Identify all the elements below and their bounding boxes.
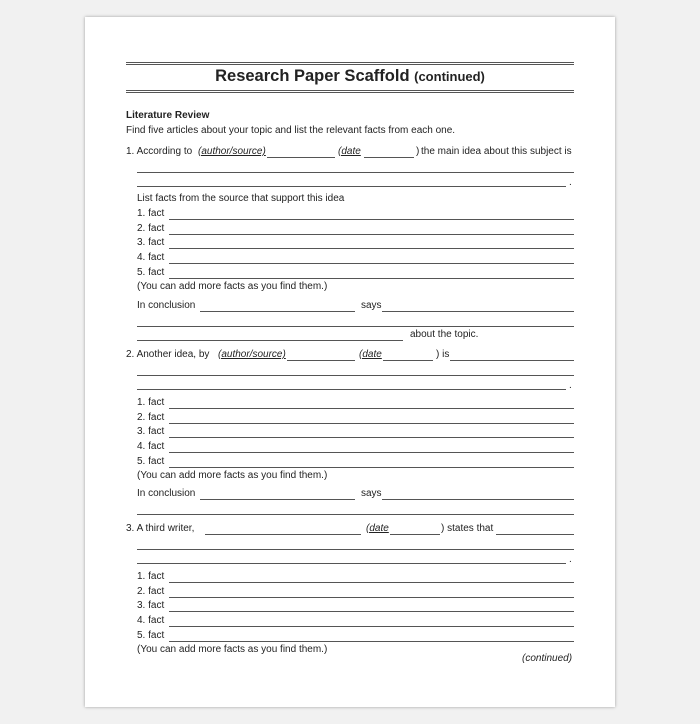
q2-answer-line-2[interactable] (137, 389, 566, 390)
q3-answer-line-1[interactable] (137, 549, 574, 550)
q1-author-label: (author/source) (198, 146, 266, 157)
page-title-main: Research Paper Scaffold (215, 67, 410, 85)
q3-fact-label: 3. fact (137, 600, 165, 611)
q3-fact-blank[interactable] (169, 626, 574, 627)
q1-fact-blank[interactable] (169, 263, 574, 264)
q2-fact-blank[interactable] (169, 467, 574, 468)
title-bottom-rule-2 (126, 92, 574, 93)
q3-prefix: 3. A third writer, (126, 523, 195, 534)
q3-answer-line-2[interactable] (137, 563, 566, 564)
q1-fact-blank[interactable] (169, 248, 574, 249)
footer-continued: (continued) (522, 653, 573, 664)
title-bottom-rule (126, 90, 574, 91)
q1-fact-label: 2. fact (137, 223, 165, 234)
q3-close-paren: ) states that (441, 523, 494, 534)
worksheet-content (85, 17, 615, 707)
q2-says-blank[interactable] (382, 499, 574, 500)
q2-fact-label: 4. fact (137, 441, 165, 452)
q2-fact-blank[interactable] (169, 437, 574, 438)
page-title-sub: (continued) (414, 69, 485, 84)
q1-close-paren: ) (416, 146, 420, 157)
q3-writer-blank[interactable] (205, 534, 361, 535)
q1-answer-line-1[interactable] (137, 172, 574, 173)
page-title (126, 65, 574, 88)
q2-fact-label: 5. fact (137, 456, 165, 467)
q1-fact-label: 1. fact (137, 208, 165, 219)
q1-more-note: (You can add more facts as you find them.) (137, 281, 328, 292)
q2-fact-label: 3. fact (137, 426, 165, 437)
q2-period: . (569, 380, 572, 391)
q2-close-paren: ) is (436, 349, 450, 360)
q2-fact-blank[interactable] (169, 452, 574, 453)
q2-is-blank[interactable] (450, 360, 574, 361)
q1-conclusion-line-2[interactable] (137, 326, 574, 327)
q1-facts-intro: List facts from the source that support this idea (137, 193, 345, 204)
q1-period: . (569, 177, 572, 188)
q2-conclusion-label: In conclusion (137, 488, 196, 499)
q2-more-note: (You can add more facts as you find them.) (137, 470, 328, 481)
q3-fact-label: 2. fact (137, 586, 165, 597)
worksheet-page (85, 17, 615, 707)
q3-date-blank[interactable] (390, 534, 440, 535)
q3-fact-blank[interactable] (169, 597, 574, 598)
q3-fact-blank[interactable] (169, 582, 574, 583)
q3-fact-blank[interactable] (169, 641, 574, 642)
q3-fact-label: 5. fact (137, 630, 165, 641)
q2-fact-label: 2. fact (137, 412, 165, 423)
q1-author-blank[interactable] (267, 157, 335, 158)
q1-conclusion-blank[interactable] (200, 311, 355, 312)
q1-fact-label: 5. fact (137, 267, 165, 278)
q1-date-label: (date (338, 146, 361, 157)
q2-conclusion-blank[interactable] (200, 499, 355, 500)
q1-fact-label: 4. fact (137, 252, 165, 263)
q2-says-label: says (361, 488, 382, 499)
q1-says-blank[interactable] (382, 311, 574, 312)
q3-states-blank[interactable] (496, 534, 574, 535)
q1-prefix: 1. According to (126, 146, 193, 157)
q3-period: . (569, 554, 572, 565)
q3-date-label: (date (366, 523, 389, 534)
q2-author-label: (author/source) (218, 349, 286, 360)
q1-fact-blank[interactable] (169, 234, 574, 235)
q3-more-note: (You can add more facts as you find them.) (137, 644, 328, 655)
q1-fact-label: 3. fact (137, 237, 165, 248)
q2-fact-blank[interactable] (169, 408, 574, 409)
q2-date-label: (date (359, 349, 382, 360)
q2-conclusion-line-2[interactable] (137, 514, 574, 515)
q1-about-topic: about the topic. (410, 329, 479, 340)
q3-fact-label: 1. fact (137, 571, 165, 582)
q1-fact-blank[interactable] (169, 278, 574, 279)
title-top-rule (126, 62, 574, 63)
q1-suffix: the main idea about this subject is (421, 146, 572, 157)
q1-says-label: says (361, 300, 382, 311)
section-instruction: Find five articles about your topic and list the relevant facts from each one. (126, 125, 456, 136)
q1-conclusion-line-3[interactable] (137, 340, 403, 341)
q1-fact-blank[interactable] (169, 219, 574, 220)
q1-answer-line-2[interactable] (137, 186, 566, 187)
q2-date-blank[interactable] (383, 360, 433, 361)
q2-author-blank[interactable] (287, 360, 355, 361)
q3-fact-blank[interactable] (169, 611, 574, 612)
section-heading: Literature Review (126, 110, 210, 121)
q2-fact-blank[interactable] (169, 423, 574, 424)
q1-date-blank[interactable] (364, 157, 414, 158)
q2-prefix: 2. Another idea, by (126, 349, 210, 360)
q3-fact-label: 4. fact (137, 615, 165, 626)
q2-answer-line-1[interactable] (137, 375, 574, 376)
q1-conclusion-label: In conclusion (137, 300, 196, 311)
q2-fact-label: 1. fact (137, 397, 165, 408)
